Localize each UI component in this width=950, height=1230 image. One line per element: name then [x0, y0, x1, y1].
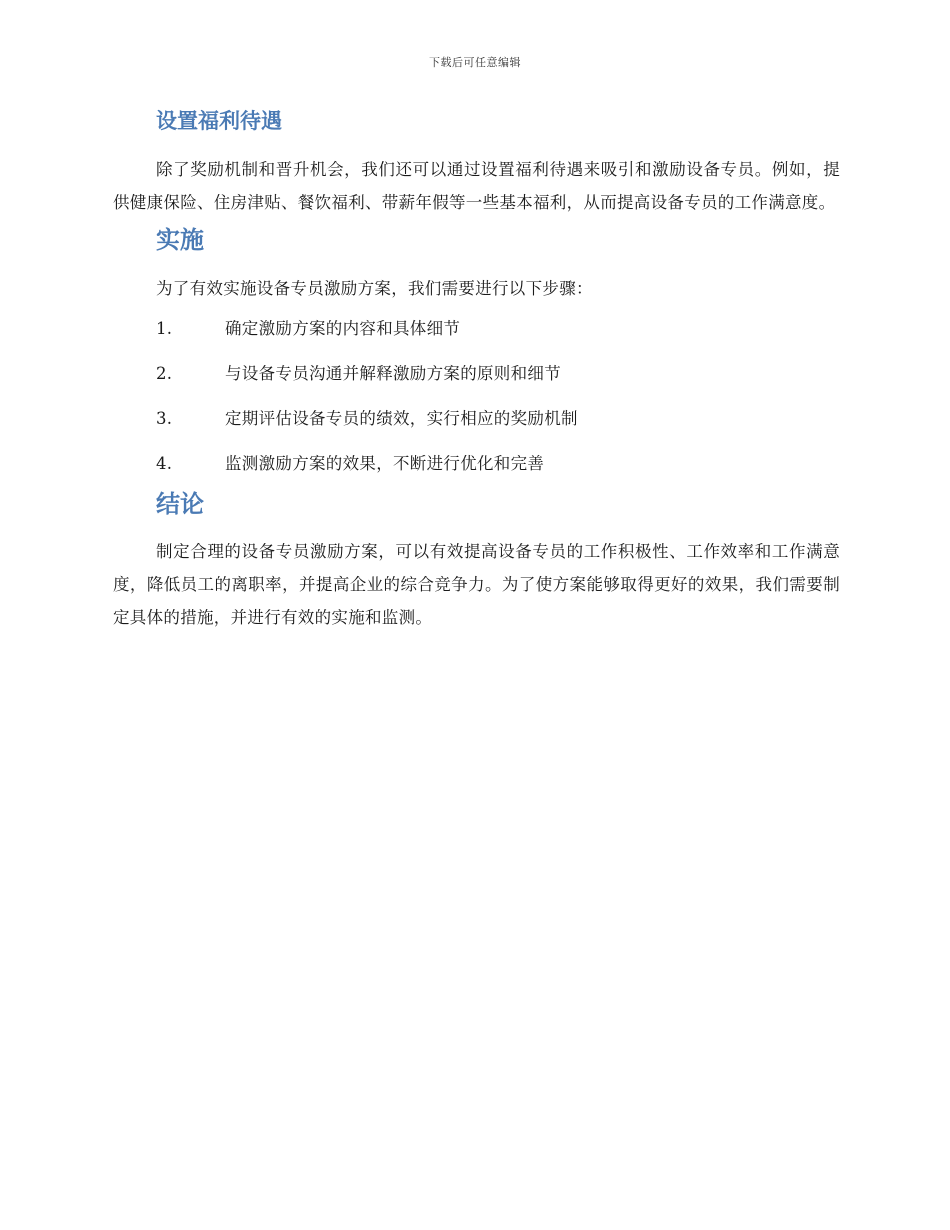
page-header-note: 下载后可任意编辑	[429, 56, 521, 69]
implementation-steps-list	[113, 317, 840, 497]
list-item	[113, 317, 840, 362]
heading-conclusion: 结论	[156, 490, 204, 519]
step-text: 监测激励方案的效果，不断进行优化和完善	[225, 454, 545, 474]
paragraph-benefits: 除了奖励机制和晋升机会，我们还可以通过设置福利待遇来吸引和激励设备专员。例如，提供健康保险、住房津贴、餐饮福利、带薪年假等一些基本福利，从而提高设备专员的工作满意度。	[113, 160, 840, 213]
step-text: 确定激励方案的内容和具体细节	[225, 319, 461, 339]
heading-benefits: 设置福利待遇	[156, 109, 282, 133]
heading-implementation: 实施	[156, 226, 204, 255]
document-body	[113, 108, 840, 634]
step-number: 4.	[156, 454, 173, 474]
step-text: 定期评估设备专员的绩效，实行相应的奖励机制	[225, 409, 578, 429]
list-item	[113, 362, 840, 407]
step-number: 1.	[156, 319, 173, 339]
step-number: 2.	[156, 364, 173, 384]
paragraph-conclusion: 制定合理的设备专员激励方案，可以有效提高设备专员的工作积极性、工作效率和工作满意度，降低员工的离职率，并提高企业的综合竞争力。为了使方案能够取得更好的效果，我们需要制定具体的措施，并进行有效的实施和监测。	[113, 541, 840, 627]
paragraph-implementation-intro: 为了有效实施设备专员激励方案，我们需要进行以下步骤：	[156, 279, 593, 299]
list-item	[113, 407, 840, 452]
step-number: 3.	[156, 409, 173, 429]
step-text: 与设备专员沟通并解释激励方案的原则和细节	[225, 364, 561, 384]
